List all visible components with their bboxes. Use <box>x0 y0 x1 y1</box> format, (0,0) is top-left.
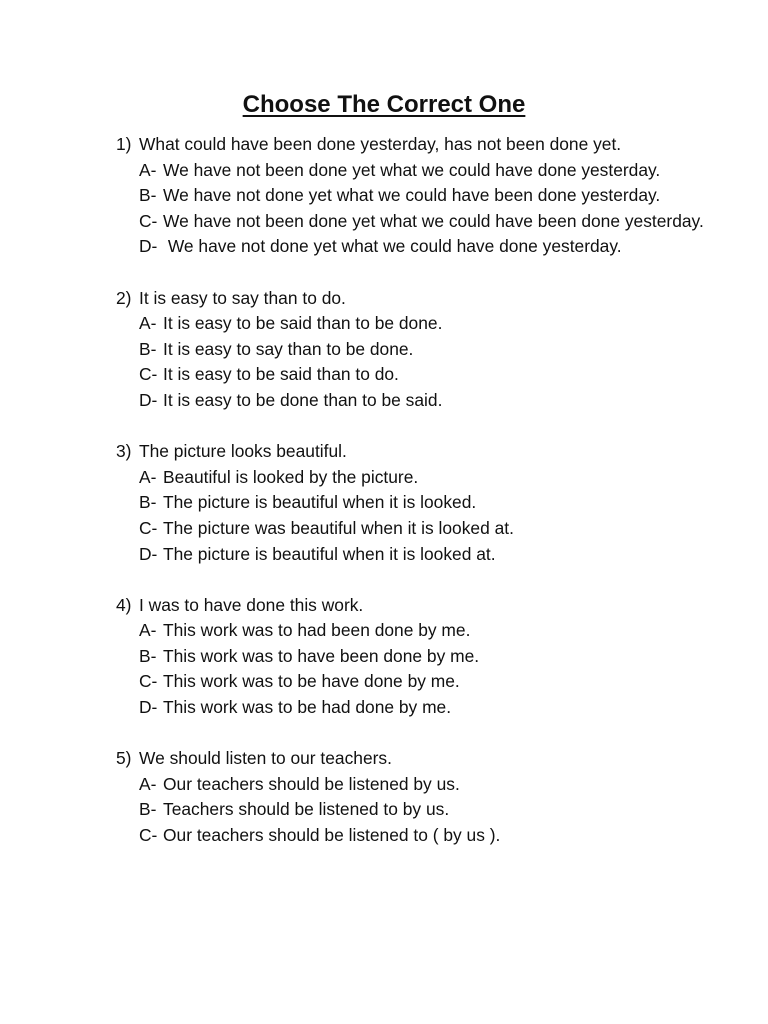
question-text: What could have been done yesterday, has not been done yet. <box>139 134 622 154</box>
question-3-stem <box>116 439 716 465</box>
option-c <box>139 516 716 542</box>
question-2 <box>116 286 716 414</box>
option-a <box>139 465 716 491</box>
option-list <box>116 618 716 720</box>
question-3 <box>116 439 716 567</box>
option-text: Our teachers should be listened by us. <box>163 773 460 794</box>
option-letter: B- <box>139 492 157 513</box>
question-text: I was to have done this work. <box>139 594 364 615</box>
question-1-stem <box>116 132 716 158</box>
option-letter: C- <box>139 517 158 538</box>
question-text: The picture looks beautiful. <box>139 441 347 462</box>
option-letter: D- <box>139 236 158 257</box>
option-text: We have not been done yet what we could have done yesterday. <box>163 159 661 180</box>
question-text: We should listen to our teachers. <box>139 748 392 769</box>
page-title: Choose The Correct One <box>242 91 526 118</box>
option-a <box>139 772 716 798</box>
question-number: 3) <box>116 441 132 462</box>
option-letter: A- <box>139 159 157 180</box>
option-b <box>139 797 716 823</box>
option-c <box>139 362 716 388</box>
option-letter: A- <box>139 773 157 794</box>
question-number: 2) <box>116 287 132 308</box>
option-text: Beautiful is looked by the picture. <box>163 466 419 487</box>
option-letter: C- <box>139 364 158 385</box>
option-d <box>139 234 716 260</box>
option-text: The picture was beautiful when it is looked at. <box>163 517 514 538</box>
question-4-stem <box>116 593 716 619</box>
option-letter: D- <box>139 697 158 718</box>
option-text: It is easy to be said than to do. <box>163 364 399 385</box>
option-b <box>139 644 716 670</box>
option-b <box>139 337 716 363</box>
option-letter: D- <box>139 543 158 564</box>
option-letter: C- <box>139 210 158 231</box>
question-number: 1) <box>116 134 132 154</box>
option-text: The picture is beautiful when it is looked. <box>163 492 477 513</box>
option-letter: C- <box>139 671 158 692</box>
question-number: 4) <box>116 594 132 615</box>
option-d <box>139 388 716 414</box>
option-d <box>139 695 716 721</box>
option-text: This work was to be have done by me. <box>163 671 460 692</box>
option-letter: A- <box>139 620 157 641</box>
option-text: We have not done yet what we could have been done yesterday. <box>163 185 661 206</box>
question-2-stem <box>116 286 716 312</box>
option-text: This work was to have been done by me. <box>163 645 480 666</box>
option-b <box>139 490 716 516</box>
question-5-stem <box>116 746 716 772</box>
option-c <box>139 669 716 695</box>
option-letter: C- <box>139 825 158 846</box>
option-text: This work was to be had done by me. <box>163 697 452 718</box>
option-c <box>139 823 716 849</box>
option-c <box>139 209 716 235</box>
question-4 <box>116 593 716 721</box>
option-letter: A- <box>139 466 157 487</box>
option-letter: B- <box>139 185 157 206</box>
option-text: It is easy to say than to be done. <box>163 338 414 359</box>
option-letter: B- <box>139 799 157 820</box>
question-text: It is easy to say than to do. <box>139 287 346 308</box>
option-list <box>116 465 716 567</box>
option-text: It is easy to be said than to be done. <box>163 313 443 334</box>
option-list <box>116 311 716 413</box>
question-list <box>116 132 716 874</box>
option-list <box>116 158 716 260</box>
option-d <box>139 542 716 568</box>
option-letter: B- <box>139 645 157 666</box>
option-text: This work was to had been done by me. <box>163 620 471 641</box>
question-5 <box>116 746 716 848</box>
question-1 <box>116 132 716 260</box>
option-text: The picture is beautiful when it is looked at. <box>163 543 496 564</box>
option-letter: D- <box>139 389 158 410</box>
option-text: It is easy to be done than to be said. <box>163 389 443 410</box>
option-b <box>139 183 716 209</box>
option-text: Teachers should be listened to by us. <box>163 799 450 820</box>
option-a <box>139 158 716 184</box>
option-letter: A- <box>139 313 157 334</box>
option-a <box>139 311 716 337</box>
option-letter: B- <box>139 338 157 359</box>
option-a <box>139 618 716 644</box>
question-number: 5) <box>116 748 132 769</box>
option-list <box>116 772 716 849</box>
option-text: Our teachers should be listened to ( by us ). <box>163 825 501 846</box>
option-text: We have not done yet what we could have done yesterday. <box>163 236 622 257</box>
option-text: We have not been done yet what we could have been done yesterday. <box>163 210 704 231</box>
